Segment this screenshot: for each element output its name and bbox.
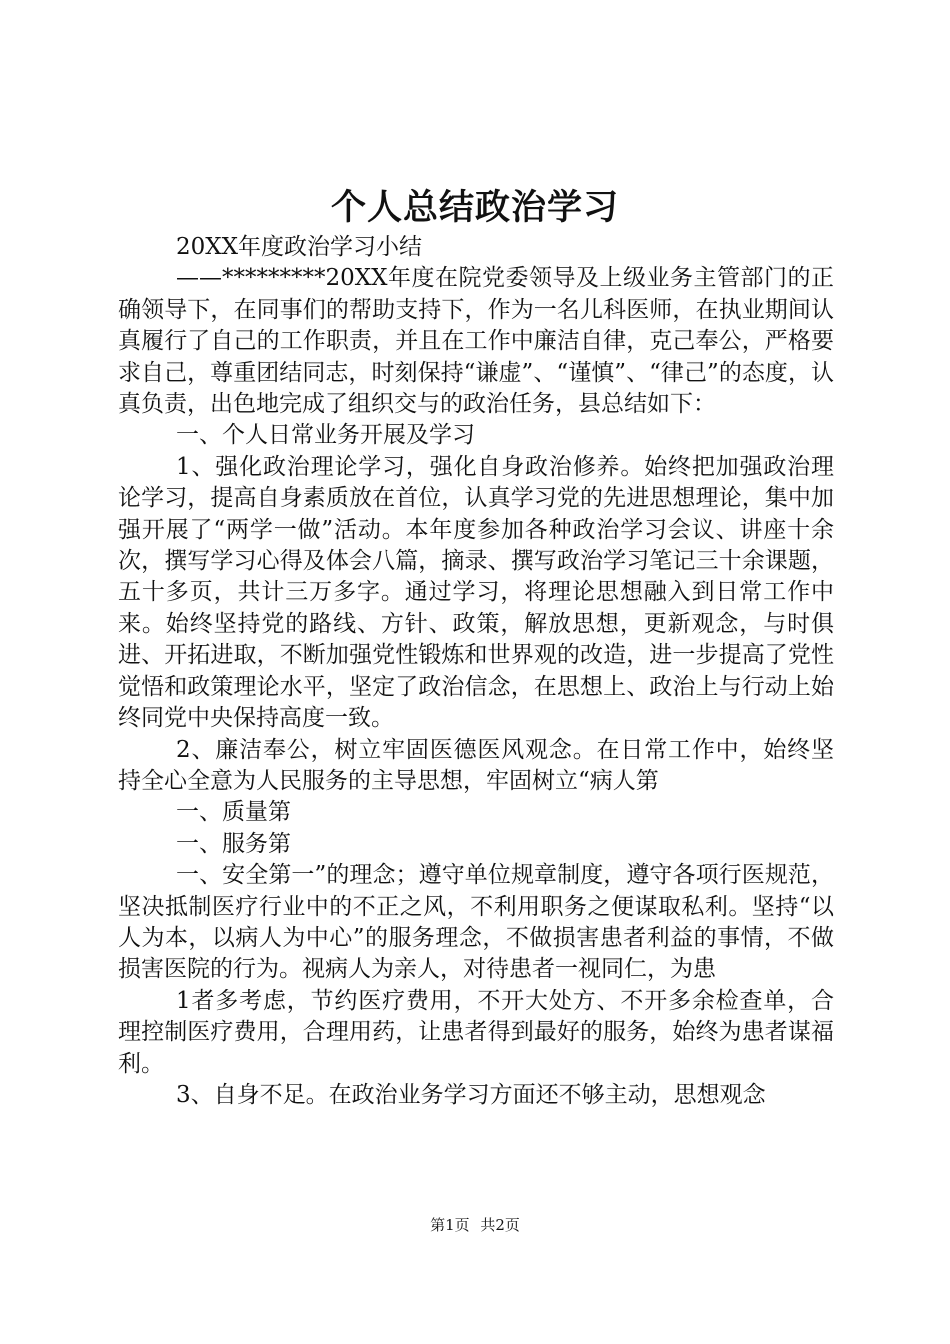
page-number: 第1页 (430, 1216, 470, 1234)
paragraph-safety: 一、安全第一”的理念；遵守单位规章制度，遵守各项行医规范，坚决抵制医疗行业中的不正之风，不利用职务之便谋取私利。坚持“以人为本，以病人为中心”的服务理念，不做损害患者利益的事情，不做损害医院的行为。视病人为亲人，对待患者一视同仁，为患 (118, 862, 834, 983)
paragraph-subtitle: 20XX年度政治学习小结 (176, 234, 423, 260)
paragraph-intro: ——*********20XX年度在院党委领导及上级业务主管部门的正确领导下，在同事们的帮助支持下，作为一名儿科医师，在执业期间认真履行了自己的工作职责，并且在工作中廉洁自律，克己奉公，严格要求自己，尊重团结同志，时刻保持“谦虚”、“谨慎”、“律己”的态度，认真负责，出色地完成了组织交与的政治任务，县总结如下： (118, 265, 834, 418)
page-total: 共2页 (480, 1216, 520, 1234)
paragraph-item-2: 2、廉洁奉公，树立牢固医德医风观念。在日常工作中，始终坚持全心全意为人民服务的主导思想，牢固树立“病人第 (118, 736, 834, 794)
paragraph-patient-care: 1者多考虑，节约医疗费用，不开大处方、不开多余检查单，合理控制医疗费用，合理用药，让患者得到最好的服务，始终为患者谋福利。 (118, 987, 834, 1077)
section-heading: 一、个人日常业务开展及学习 (176, 422, 475, 449)
paragraph-fragment-quality: 一、质量第 (176, 799, 291, 826)
paragraph-item-1: 1、强化政治理论学习，强化自身政治修养。始终把加强政治理论学习，提高自身素质放在首位，认真学习党的先进思想理论，集中加强开展了“两学一做”活动。本年度参加各种政治学习会议、讲座十余次，撰写学习心得及体会八篇，摘录、撰写政治学习笔记三十余课题，五十多页，共计三万多字。通过学习，将理论思想融入到日常工作中来。始终坚持党的路线、方针、政策，解放思想，更新观念，与时俱进、开拓进取，不断加强党性锻炼和世界观的改造，进一步提高了党性觉悟和政策理论水平，坚定了政治信念，在思想上、政治上与行动上始终同党中央保持高度一致。 (118, 453, 834, 732)
document-body (118, 232, 834, 1111)
page-footer (0, 1215, 950, 1235)
paragraph-item-3: 3、自身不足。在政治业务学习方面还不够主动，思想观念 (176, 1081, 766, 1108)
paragraph-fragment-service: 一、服务第 (176, 830, 291, 857)
document-title: 个人总结政治学习 (330, 187, 619, 228)
